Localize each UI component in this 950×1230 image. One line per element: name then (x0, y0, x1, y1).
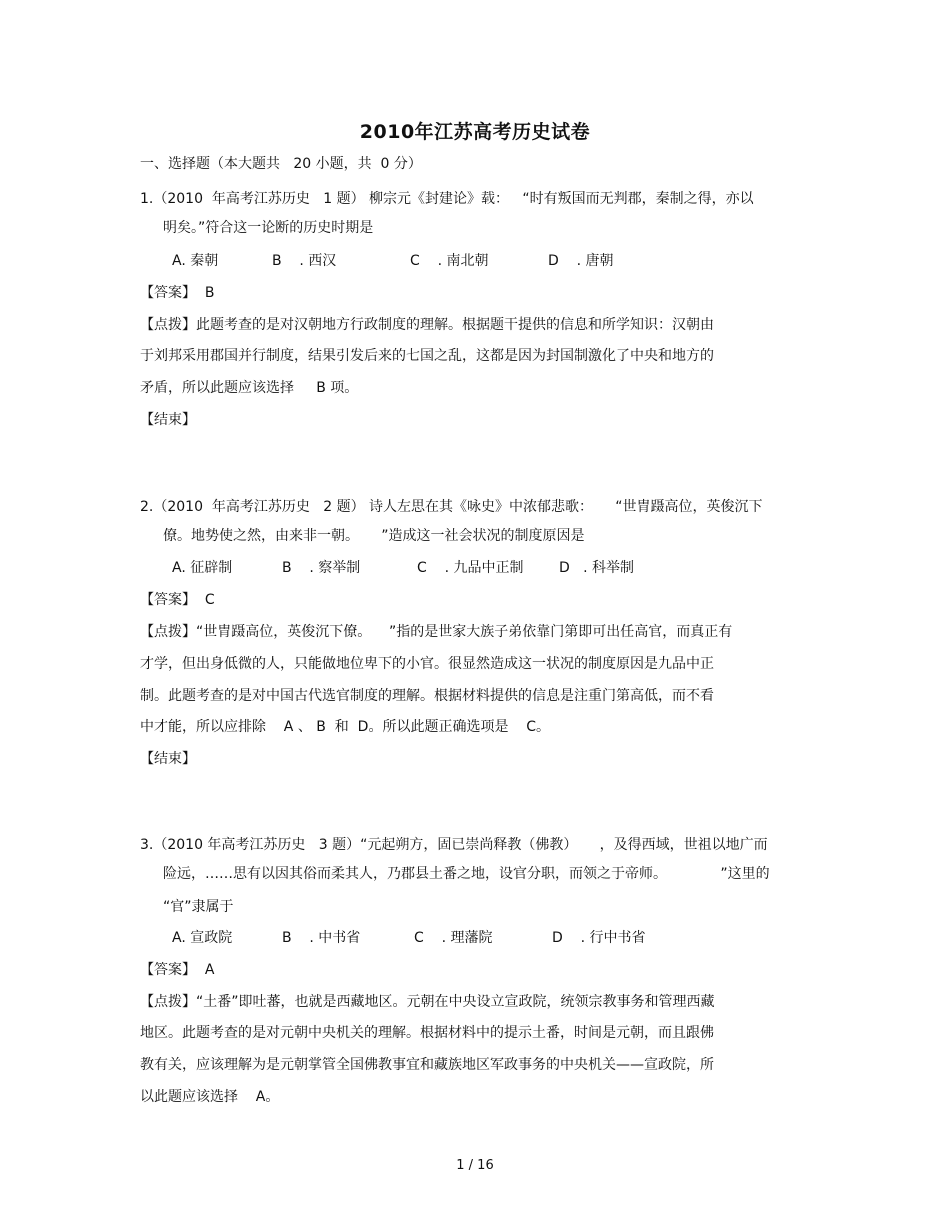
q1-option-a: A. 秦朝 (172, 253, 219, 269)
q3-explain-line2: 地区。此题考查的是对元朝中央机关的理解。根据材料中的提示土番，时间是元朝，而且跟佛 (140, 1025, 714, 1041)
q2-explain-line1: 【点拨】“世胄蹑高位，英俊沉下僚。 ”指的是世家大族子弟依靠门第即可出任高官，而真正有 (140, 624, 733, 640)
q1-stem-line2: 明矣。”符合这一论断的历史时期是 (163, 220, 374, 236)
q2-explain-line2: 才学，但出身低微的人，只能做地位卑下的小官。很显然造成这一状况的制度原因是九品中正 (140, 656, 714, 672)
q2-option-a: A. 征辟制 (172, 560, 233, 576)
q2-explain-line4: 中才能，所以应排除 A 、 B 和 D。所以此题正确选项是 C。 (140, 719, 551, 735)
q1-end-marker: 【结束】 (140, 412, 196, 428)
q3-option-b: B . 中书省 (282, 930, 361, 946)
q1-stem-line1: 1.（2010 年高考江苏历史 1 题） 柳宗元《封建论》载： “时有叛国而无判郡，秦制之得，亦以 (140, 191, 754, 207)
q1-explain-line2: 于刘邦采用郡国并行制度，结果引发后来的七国之乱，这都是因为封国制激化了中央和地方的 (140, 348, 714, 364)
q1-explain-line1: 【点拨】此题考查的是对汉朝地方行政制度的理解。根据题干提供的信息和所学知识：汉朝由 (140, 317, 714, 333)
q1-explain-line3: 矛盾，所以此题应该选择 B 项。 (140, 380, 359, 396)
q2-option-c: C . 九品中正制 (417, 560, 524, 576)
q3-answer: 【答案】 A (140, 962, 215, 978)
section-heading: 一、选择题（本大题共 20 小题，共 0 分） (140, 156, 422, 172)
q2-option-d: D . 科举制 (559, 560, 635, 576)
q1-option-b: B . 西汉 (272, 253, 337, 269)
page-title: 2010年江苏高考历史试卷 (359, 121, 591, 143)
q3-option-a: A. 宣政院 (172, 930, 233, 946)
q3-option-d: D . 行中书省 (552, 930, 646, 946)
q2-explain-line3: 制。此题考查的是对中国古代选官制度的理解。根据材料提供的信息是注重门第高低，而不看 (140, 688, 714, 704)
q2-end-marker: 【结束】 (140, 751, 196, 767)
q2-stem-line2: 僚。地势使之然，由来非一朝。 ”造成这一社会状况的制度原因是 (163, 528, 585, 544)
q3-stem-line2: 险远，……思有以因其俗而柔其人，乃郡县土番之地，设官分职，而领之于帝师。 ”这里的 (163, 866, 770, 882)
q1-option-d: D . 唐朝 (548, 253, 614, 269)
q3-explain-line3: 教有关，应该理解为是元朝掌管全国佛教事宜和藏族地区军政事务的中央机关——宣政院，所 (140, 1057, 714, 1073)
q1-options (172, 251, 613, 271)
q2-stem-line1: 2.（2010 年高考江苏历史 2 题） 诗人左思在其《咏史》中浓郁悲歌： “世胄蹑高位，英俊沉下 (140, 499, 763, 515)
q3-explain-line4: 以此题应该选择 A。 (140, 1089, 280, 1105)
q2-answer: 【答案】 C (140, 592, 215, 608)
q3-option-c: C . 理藩院 (414, 930, 493, 946)
q2-option-b: B . 察举制 (282, 560, 361, 576)
q3-stem-line3: “官”隶属于 (163, 899, 234, 915)
q1-option-c: C . 南北朝 (410, 253, 489, 269)
q2-options (172, 558, 634, 578)
q3-options (172, 928, 645, 948)
q1-answer: 【答案】 B (140, 285, 215, 301)
page-number: 1 / 16 (456, 1158, 494, 1173)
q3-stem-line1: 3.（2010 年高考江苏历史 3 题）“元起朔方，固已崇尚释教（佛教） ，及得西域，世祖以地广而 (140, 837, 768, 853)
q3-explain-line1: 【点拨】“土番”即吐蕃，也就是西藏地区。元朝在中央设立宣政院，统领宗教事务和管理西藏 (140, 994, 715, 1010)
